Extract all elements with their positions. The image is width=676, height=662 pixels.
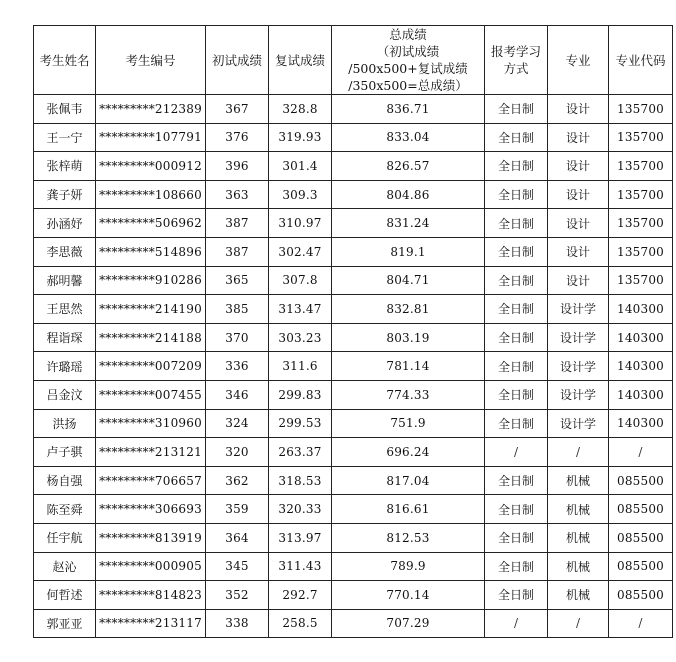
cell-retest: 328.8 [269,95,332,124]
cell-mode: 全日制 [485,266,548,295]
cell-prelim: 387 [206,209,269,238]
cell-code: 135700 [609,237,673,266]
cell-retest: 313.47 [269,295,332,324]
cell-mode: 全日制 [485,123,548,152]
cell-mode: 全日制 [485,95,548,124]
cell-retest: 311.6 [269,352,332,381]
header-retest: 复试成绩 [269,26,332,95]
cell-retest: 303.23 [269,323,332,352]
cell-retest: 292.7 [269,581,332,610]
cell-major: 设计 [548,237,609,266]
table-body [34,95,673,638]
cell-major: 设计 [548,266,609,295]
cell-major: / [548,609,609,638]
cell-code: 135700 [609,95,673,124]
cell-prelim: 345 [206,552,269,581]
cell-mode: 全日制 [485,581,548,610]
cell-retest: 258.5 [269,609,332,638]
table-row [34,123,673,152]
table-row [34,438,673,467]
cell-total: 816.61 [332,495,485,524]
cell-retest: 263.37 [269,438,332,467]
cell-prelim: 364 [206,523,269,552]
cell-name: 张佩韦 [34,95,96,124]
cell-id: *********007455 [96,380,206,409]
header-major: 专业 [548,26,609,95]
cell-total: 833.04 [332,123,485,152]
cell-total: 804.86 [332,180,485,209]
cell-major: 设计学 [548,380,609,409]
cell-name: 何哲述 [34,581,96,610]
cell-prelim: 370 [206,323,269,352]
cell-mode: 全日制 [485,409,548,438]
cell-total: 812.53 [332,523,485,552]
cell-mode: / [485,609,548,638]
header-row [34,26,673,95]
header-mode-line2: 方式 [503,61,529,76]
cell-prelim: 387 [206,237,269,266]
cell-prelim: 376 [206,123,269,152]
cell-major: 设计学 [548,295,609,324]
cell-prelim: 359 [206,495,269,524]
header-name: 考生姓名 [34,26,96,95]
cell-code: 085500 [609,523,673,552]
header-total-line3: /500x500+复试成绩 [348,61,468,76]
header-prelim: 初试成绩 [206,26,269,95]
table-row [34,581,673,610]
cell-prelim: 320 [206,438,269,467]
cell-total: 770.14 [332,581,485,610]
cell-code: / [609,609,673,638]
cell-code: 135700 [609,180,673,209]
cell-major: 设计学 [548,409,609,438]
cell-name: 李思薇 [34,237,96,266]
cell-code: 135700 [609,209,673,238]
cell-major: 设计学 [548,323,609,352]
table-row [34,523,673,552]
cell-name: 赵沁 [34,552,96,581]
cell-mode: 全日制 [485,209,548,238]
cell-id: *********814823 [96,581,206,610]
cell-major: 设计 [548,123,609,152]
cell-name: 龚子妍 [34,180,96,209]
cell-total: 836.71 [332,95,485,124]
table-row [34,323,673,352]
cell-total: 751.9 [332,409,485,438]
cell-mode: 全日制 [485,295,548,324]
cell-id: *********214188 [96,323,206,352]
cell-major: 设计 [548,180,609,209]
cell-major: / [548,438,609,467]
header-mode-line1: 报考学习 [490,44,541,59]
cell-name: 吕金汶 [34,380,96,409]
cell-id: *********506962 [96,209,206,238]
cell-name: 程诣琛 [34,323,96,352]
header-id: 考生编号 [96,26,206,95]
table-row [34,266,673,295]
cell-prelim: 352 [206,581,269,610]
cell-id: *********910286 [96,266,206,295]
cell-mode: / [485,438,548,467]
table-row [34,495,673,524]
cell-major: 机械 [548,581,609,610]
cell-mode: 全日制 [485,495,548,524]
cell-retest: 313.97 [269,523,332,552]
cell-prelim: 367 [206,95,269,124]
cell-name: 许璐瑶 [34,352,96,381]
cell-total: 781.14 [332,352,485,381]
cell-retest: 311.43 [269,552,332,581]
cell-retest: 299.83 [269,380,332,409]
cell-name: 郝明馨 [34,266,96,295]
header-mode [485,26,548,95]
cell-retest: 319.93 [269,123,332,152]
cell-id: *********306693 [96,495,206,524]
cell-id: *********000912 [96,152,206,181]
cell-name: 郭亚亚 [34,609,96,638]
cell-id: *********213117 [96,609,206,638]
cell-prelim: 324 [206,409,269,438]
cell-prelim: 338 [206,609,269,638]
cell-id: *********007209 [96,352,206,381]
cell-retest: 318.53 [269,466,332,495]
cell-retest: 307.8 [269,266,332,295]
cell-major: 机械 [548,552,609,581]
cell-code: 140300 [609,323,673,352]
cell-name: 任宇航 [34,523,96,552]
cell-mode: 全日制 [485,352,548,381]
table-row [34,409,673,438]
cell-code: 135700 [609,123,673,152]
cell-prelim: 336 [206,352,269,381]
table-row [34,380,673,409]
cell-name: 王思然 [34,295,96,324]
cell-total: 789.9 [332,552,485,581]
cell-name: 孙涵妤 [34,209,96,238]
cell-id: *********514896 [96,237,206,266]
cell-mode: 全日制 [485,237,548,266]
cell-retest: 302.47 [269,237,332,266]
cell-total: 707.29 [332,609,485,638]
cell-code: 140300 [609,352,673,381]
cell-total: 819.1 [332,237,485,266]
score-table [33,25,673,638]
cell-name: 陈至舜 [34,495,96,524]
cell-name: 张梓萌 [34,152,96,181]
cell-mode: 全日制 [485,466,548,495]
cell-code: 085500 [609,466,673,495]
cell-id: *********108660 [96,180,206,209]
cell-retest: 301.4 [269,152,332,181]
cell-code: 140300 [609,409,673,438]
cell-id: *********107791 [96,123,206,152]
header-total-line4: /350x500=总成绩） [348,78,468,93]
cell-major: 设计 [548,209,609,238]
cell-total: 774.33 [332,380,485,409]
cell-prelim: 363 [206,180,269,209]
table-row [34,209,673,238]
cell-name: 杨自强 [34,466,96,495]
cell-code: 140300 [609,295,673,324]
cell-code: / [609,438,673,467]
cell-total: 817.04 [332,466,485,495]
table-row [34,180,673,209]
table-row [34,152,673,181]
cell-total: 826.57 [332,152,485,181]
table-row [34,609,673,638]
table-row [34,352,673,381]
table-row [34,466,673,495]
header-total [332,26,485,95]
cell-major: 设计 [548,95,609,124]
cell-mode: 全日制 [485,180,548,209]
cell-prelim: 346 [206,380,269,409]
cell-mode: 全日制 [485,552,548,581]
cell-prelim: 396 [206,152,269,181]
cell-mode: 全日制 [485,152,548,181]
cell-id: *********214190 [96,295,206,324]
cell-id: *********000905 [96,552,206,581]
cell-id: *********706657 [96,466,206,495]
cell-id: *********212389 [96,95,206,124]
cell-id: *********310960 [96,409,206,438]
cell-id: *********213121 [96,438,206,467]
cell-code: 085500 [609,581,673,610]
cell-total: 832.81 [332,295,485,324]
header-code: 专业代码 [609,26,673,95]
cell-total: 803.19 [332,323,485,352]
table-row [34,237,673,266]
cell-retest: 320.33 [269,495,332,524]
cell-major: 机械 [548,523,609,552]
cell-code: 085500 [609,552,673,581]
cell-mode: 全日制 [485,380,548,409]
cell-retest: 310.97 [269,209,332,238]
cell-total: 696.24 [332,438,485,467]
cell-major: 机械 [548,495,609,524]
cell-code: 135700 [609,152,673,181]
header-total-line2: （初试成绩 [376,44,440,59]
cell-prelim: 362 [206,466,269,495]
cell-code: 135700 [609,266,673,295]
table-row [34,295,673,324]
cell-major: 设计 [548,152,609,181]
cell-code: 085500 [609,495,673,524]
cell-name: 洪扬 [34,409,96,438]
cell-mode: 全日制 [485,323,548,352]
cell-total: 804.71 [332,266,485,295]
cell-mode: 全日制 [485,523,548,552]
cell-id: *********813919 [96,523,206,552]
cell-retest: 299.53 [269,409,332,438]
cell-name: 王一宁 [34,123,96,152]
cell-name: 卢子骐 [34,438,96,467]
header-total-line1: 总成绩 [389,27,427,42]
cell-prelim: 365 [206,266,269,295]
cell-prelim: 385 [206,295,269,324]
cell-major: 机械 [548,466,609,495]
table-row [34,552,673,581]
cell-retest: 309.3 [269,180,332,209]
cell-major: 设计学 [548,352,609,381]
cell-code: 140300 [609,380,673,409]
table-row [34,95,673,124]
cell-total: 831.24 [332,209,485,238]
